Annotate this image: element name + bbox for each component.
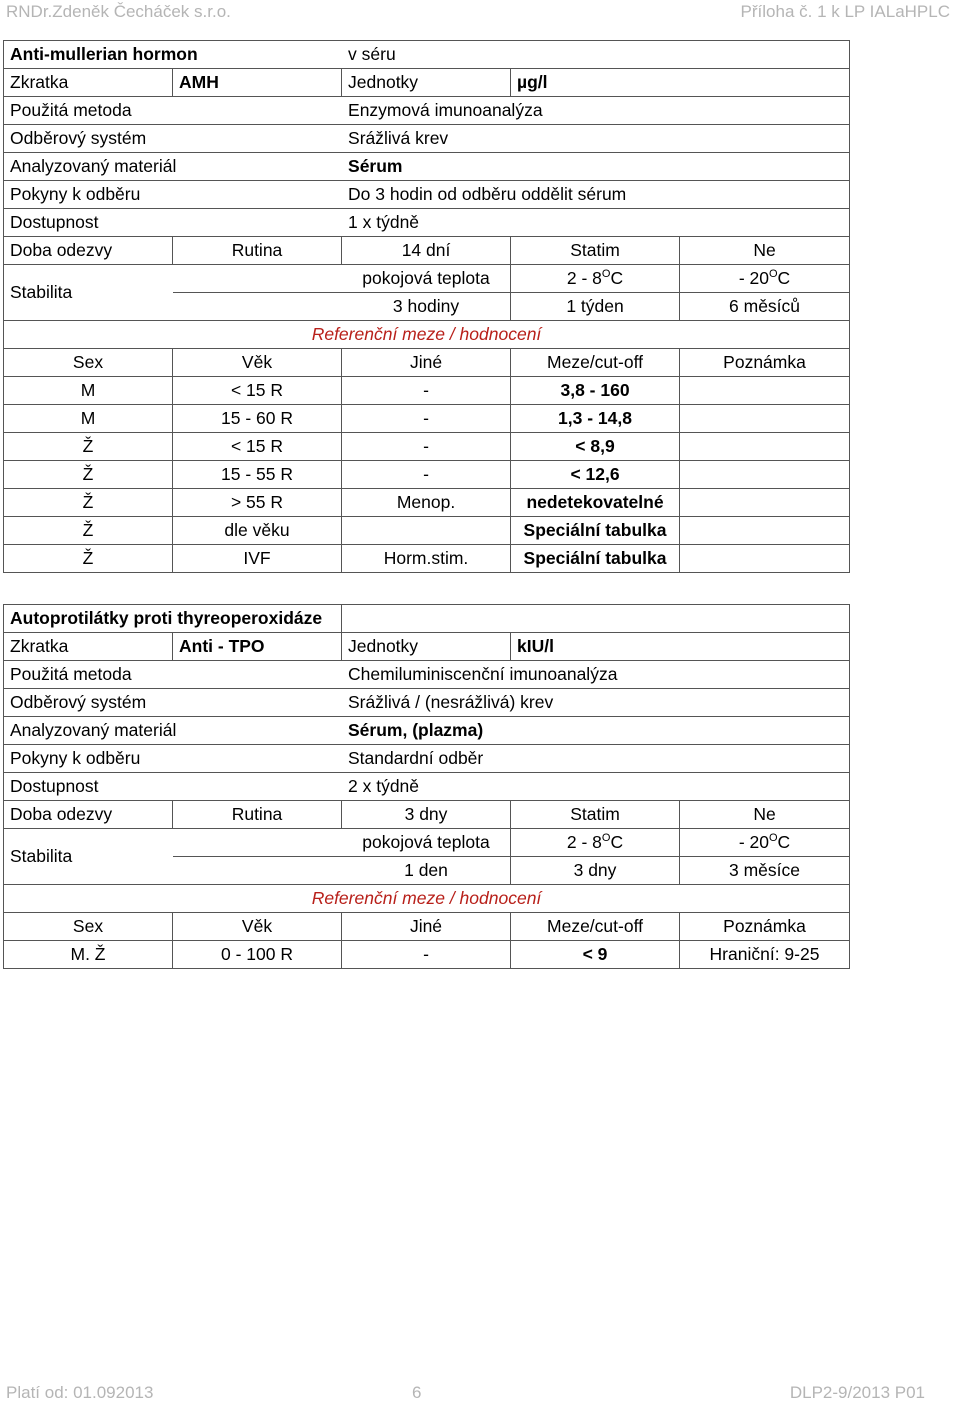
test-title: Autoprotilátky proti thyreoperoxidáze — [4, 605, 342, 633]
ref-header-other: Jiné — [342, 349, 511, 377]
ref-cutoff: < 9 — [511, 941, 680, 969]
row-value: Do 3 hodin od odběru oddělit sérum — [342, 181, 850, 209]
row-value: Sérum, (plazma) — [342, 717, 850, 745]
table-row — [4, 405, 850, 433]
row-value: Enzymová imunoanalýza — [342, 97, 850, 125]
row-value: Chemiluminiscenční imunoanalýza — [342, 661, 850, 689]
ref-header-note: Poznámka — [680, 913, 850, 941]
amh-table — [3, 40, 850, 573]
ref-age: > 55 R — [173, 489, 342, 517]
ref-age: IVF — [173, 545, 342, 573]
anti-tpo-table — [3, 604, 850, 969]
stabilita-value-freezer: 3 měsíce — [680, 857, 850, 885]
ref-other: - — [342, 461, 511, 489]
ref-age: dle věku — [173, 517, 342, 545]
header-company: RNDr.Zdeněk Čecháček s.r.o. — [6, 2, 231, 21]
row-label: Pokyny k odběru — [4, 745, 342, 773]
ref-cutoff: < 12,6 — [511, 461, 680, 489]
table-row — [4, 489, 850, 517]
jednotky-value: kIU/l — [511, 633, 850, 661]
ref-title: Referenční meze / hodnocení — [4, 885, 850, 913]
stabilita-temp-fridge: $2 - 8^OC$ — [511, 265, 680, 293]
row-value: Sérum — [342, 153, 850, 181]
ref-other: - — [342, 941, 511, 969]
ref-cutoff: Speciální tabulka — [511, 517, 680, 545]
row-label: Použitá metoda — [4, 661, 342, 689]
row-label: Použitá metoda — [4, 97, 342, 125]
ref-sex: Ž — [4, 489, 173, 517]
ref-other: Horm.stim. — [342, 545, 511, 573]
ref-note — [680, 433, 850, 461]
doba-statim-value: Ne — [680, 801, 850, 829]
row-value: 1 x týdně — [342, 209, 850, 237]
ref-sex: M — [4, 405, 173, 433]
ref-note — [680, 461, 850, 489]
jednotky-value: µg/l — [511, 69, 850, 97]
ref-cutoff: < 8,9 — [511, 433, 680, 461]
row-value: 2 x týdně — [342, 773, 850, 801]
zkratka-label: Zkratka — [4, 633, 173, 661]
row-label: Analyzovaný materiál — [4, 153, 342, 181]
row-label: Odběrový systém — [4, 689, 342, 717]
ref-age: 0 - 100 R — [173, 941, 342, 969]
ref-note — [680, 545, 850, 573]
ref-sex: Ž — [4, 545, 173, 573]
ref-age: 15 - 60 R — [173, 405, 342, 433]
row-value: Standardní odběr — [342, 745, 850, 773]
ref-age: < 15 R — [173, 377, 342, 405]
stabilita-temp-fridge: $2 - 8^OC$ — [511, 829, 680, 857]
stabilita-value-room: 3 hodiny — [342, 293, 511, 321]
doba-label: Doba odezvy — [4, 801, 173, 829]
row-label: Pokyny k odběru — [4, 181, 342, 209]
stabilita-label: Stabilita — [4, 265, 173, 321]
ref-title: Referenční meze / hodnocení — [4, 321, 850, 349]
ref-other: - — [342, 405, 511, 433]
ref-cutoff: 3,8 - 160 — [511, 377, 680, 405]
ref-sex: Ž — [4, 461, 173, 489]
ref-note: Hraniční: 9-25 — [680, 941, 850, 969]
ref-sex: M. Ž — [4, 941, 173, 969]
test-title-note: v séru — [342, 41, 850, 69]
ref-other: Menop. — [342, 489, 511, 517]
ref-note — [680, 405, 850, 433]
stabilita-temp-freezer: - $20^OC$ — [680, 265, 850, 293]
table-row — [4, 433, 850, 461]
row-label: Dostupnost — [4, 773, 342, 801]
footer-page-number: 6 — [412, 1383, 422, 1402]
zkratka-value: Anti - TPO — [173, 633, 342, 661]
ref-header-cutoff: Meze/cut-off — [511, 913, 680, 941]
ref-age: 15 - 55 R — [173, 461, 342, 489]
ref-note — [680, 517, 850, 545]
ref-cutoff: 1,3 - 14,8 — [511, 405, 680, 433]
ref-header-age: Věk — [173, 349, 342, 377]
ref-age: < 15 R — [173, 433, 342, 461]
ref-header-note: Poznámka — [680, 349, 850, 377]
table-row — [4, 517, 850, 545]
jednotky-label: Jednotky — [342, 69, 511, 97]
ref-sex: Ž — [4, 433, 173, 461]
table-row — [4, 941, 850, 969]
table-row — [4, 545, 850, 573]
stabilita-temp-room: pokojová teplota — [342, 265, 511, 293]
row-label: Odběrový systém — [4, 125, 342, 153]
doba-statim: Statim — [511, 801, 680, 829]
footer-valid-from: Platí od: 01.092013 — [6, 1383, 154, 1402]
ref-cutoff: nedetekovatelné — [511, 489, 680, 517]
stabilita-value-fridge: 1 týden — [511, 293, 680, 321]
stabilita-value-room: 1 den — [342, 857, 511, 885]
table-row — [4, 377, 850, 405]
ref-header-sex: Sex — [4, 349, 173, 377]
test-title: Anti-mullerian hormon — [4, 41, 342, 69]
ref-header-cutoff: Meze/cut-off — [511, 349, 680, 377]
ref-other: - — [342, 433, 511, 461]
ref-note — [680, 377, 850, 405]
doba-statim: Statim — [511, 237, 680, 265]
table-row — [4, 461, 850, 489]
row-value: Srážlivá / (nesrážlivá) krev — [342, 689, 850, 717]
ref-header-other: Jiné — [342, 913, 511, 941]
doba-rutina: Rutina — [173, 237, 342, 265]
test-title-note — [342, 605, 850, 633]
doba-statim-value: Ne — [680, 237, 850, 265]
jednotky-label: Jednotky — [342, 633, 511, 661]
row-label: Dostupnost — [4, 209, 342, 237]
stabilita-temp-room: pokojová teplota — [342, 829, 511, 857]
zkratka-label: Zkratka — [4, 69, 173, 97]
doba-label: Doba odezvy — [4, 237, 173, 265]
stabilita-value-freezer: 6 měsíců — [680, 293, 850, 321]
ref-header-sex: Sex — [4, 913, 173, 941]
header-appendix: Příloha č. 1 k LP IALaHPLC — [740, 2, 950, 21]
ref-other — [342, 517, 511, 545]
ref-sex: Ž — [4, 517, 173, 545]
row-value: Srážlivá krev — [342, 125, 850, 153]
stabilita-label: Stabilita — [4, 829, 173, 885]
ref-note — [680, 489, 850, 517]
doba-rutina: Rutina — [173, 801, 342, 829]
footer-doc-id: DLP2-9/2013 P01 — [789, 1383, 925, 1402]
doba-rutina-value: 14 dní — [342, 237, 511, 265]
ref-sex: M — [4, 377, 173, 405]
ref-other: - — [342, 377, 511, 405]
zkratka-value: AMH — [173, 69, 342, 97]
row-label: Analyzovaný materiál — [4, 717, 342, 745]
doba-rutina-value: 3 dny — [342, 801, 511, 829]
ref-header-age: Věk — [173, 913, 342, 941]
stabilita-temp-freezer: - $20^OC$ — [680, 829, 850, 857]
stabilita-value-fridge: 3 dny — [511, 857, 680, 885]
ref-cutoff: Speciální tabulka — [511, 545, 680, 573]
